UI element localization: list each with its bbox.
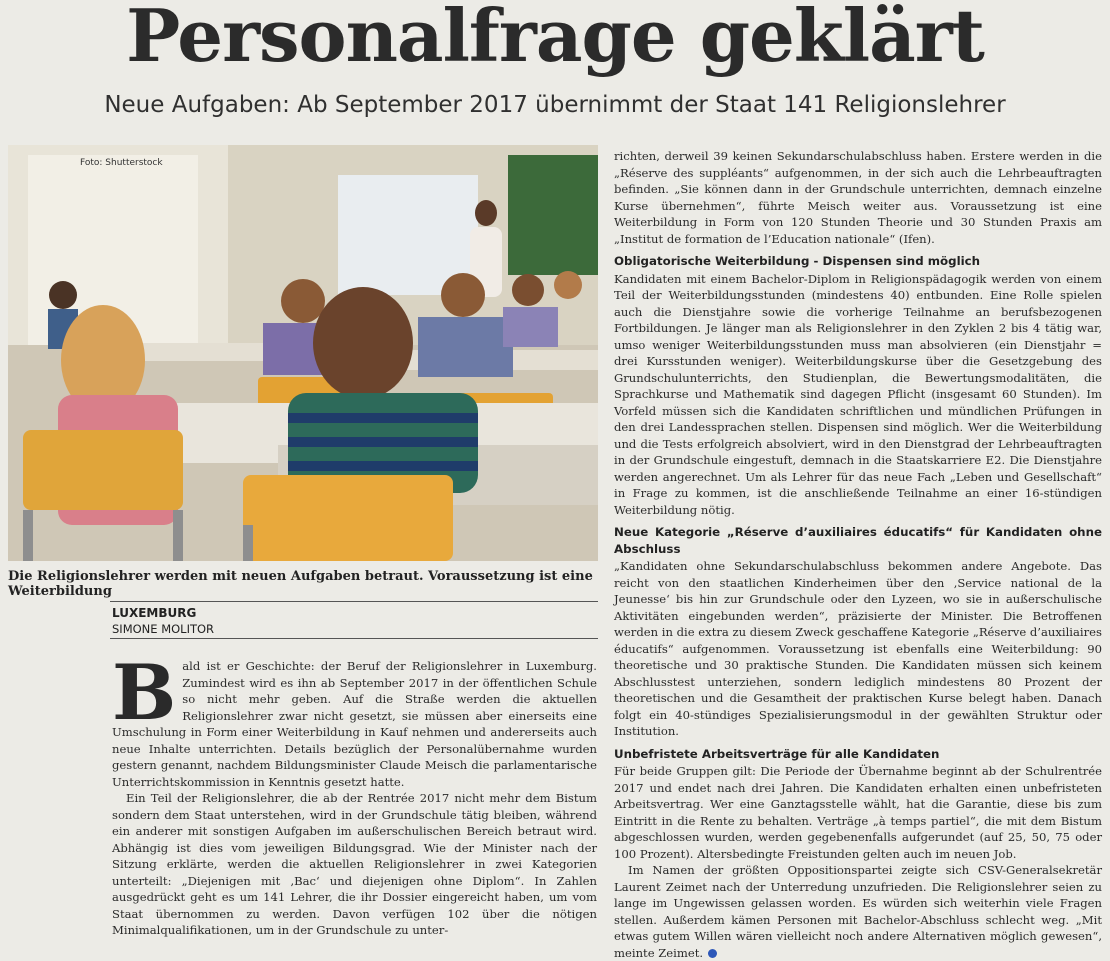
- classroom-photo: [8, 145, 598, 561]
- article-column-right: [614, 148, 1102, 961]
- headline: Personalfrage geklärt: [126, 0, 984, 78]
- lead-paragraph-text: ald ist er Geschichte: der Beruf der Religionslehrer in Luxemburg. Zumindest wird es ihn ab September 2017 in der öffentlichen Schule so nicht mehr geben. Auf die Straße werden die aktuellen Religionslehrer zwar nicht gesetzt, sie müssen aber einerseits eine Umschulung in Form einer Weiterbildung in Kauf nehmen und andererseits auch neue Inhalte unterrichten. Details bezüglich der Personalübernahme wurden gestern genannt, nachdem Bildungsminister Claude Meisch die parlamentarische Unterrichtskommission in Kenntnis gesetzt hatte.: [112, 659, 597, 789]
- end-marker-icon: [708, 949, 717, 958]
- closing-paragraph: [614, 862, 1102, 961]
- body-paragraph: „Kandidaten ohne Sekundarschulabschluss bekommen andere Angebote. Das reicht von den staatlichen Kinderheimen über den ‚Service national de la Jeunesse‘ bis hin zur Grundschule oder den Lyzeen, wo sie in außerschulische Aktivitäten eingebunden werden“, präzisierte der Minister. Die Betroffenen werden in die extra zu diesem Zweck geschaffene Kategorie „Réserve d’auxiliaires éducatifs“ aufgenommen. Voraussetzung ist ebenfalls eine Weiterbildung: 90 theoretische und 30 praktische Stunden. Die Kandidaten müssen sich keinem Abschlusstest unterziehen, sondern lediglich mindestens 80 Prozent der theoretischen und die Gesamtheit der praktischen Kurse belegt haben. Danach folgt ein 40-stündiges Spezialisierungsmodul in der gewählten Struktur oder Institution.: [614, 559, 1102, 738]
- subheading-weiterbildung: Obligatorische Weiterbildung - Dispensen sind möglich: [614, 254, 981, 268]
- photo-caption: Die Religionslehrer werden mit neuen Aufgaben betraut. Voraussetzung ist eine Weiterbildung: [8, 569, 593, 599]
- body-paragraph: Ein Teil der Religionslehrer, die ab der Rentrée 2017 nicht mehr dem Bistum sondern dem Staat unterstehen, wird in der Grundschule tätig bleiben, während ein anderer mit sonstigen Aufgaben im außerschulischen Bereich betraut wird. Abhängig ist dies vom jeweiligen Bildungsgrad. Wie der Minister nach der Sitzung erklärte, werden die aktuellen Religionslehrer in zwei Kategorien unterteilt: „Diejenigen mit ‚Bac‘ und diejenigen ohne Diplom“. In Zahlen ausgedrückt geht es um 141 Lehrer, die ihr Dossier eingereicht haben, um vom Staat übernommen zu werden. Davon verfügen 102 über die nötigen Minimalqualifikationen, um in der Grundschule zu unter-: [112, 791, 597, 937]
- byline-rule-top: [110, 601, 598, 602]
- body-paragraph: Kandidaten mit einem Bachelor-Diplom in Religionspädagogik werden von einem Teil der Weiterbildungsstunden (mindestens 40) entbunden. Eine Rolle spielen auch die Dienstjahre sowie die vorherige Teilnahme an berufsbezogenen Fortbildungen. Je länger man als Religionslehrer in den Zyklen 2 bis 4 tätig war, umso weniger Weiterbildungsstunden muss man absolvieren (ein Dienstjahr = drei Kursstunden weniger). Weiterbildungskurse über die Gesetzgebung des Grundschulunterrichts, den Studienplan, die Bewertungsmodalitäten, die Sprachkurse und Mathematik sind dagegen Pflicht (insgesamt 60 Stunden). Im Vorfeld müssen sich die Kandidaten schriftlichen und mündlichen Prüfungen in den drei Landessprachen stellen. Dispensen sind möglich. Wer die Weiterbildung und die Tests erfolgreich absolviert, wird in den Dienstgrad der Lehrbeauftragten in der Grundschule eingestuft, demnach in die Staatskarriere E2. Die Dienstjahre werden angerechnet. Um als Lehrer für das neue Fach „Leben und Gesellschaft“ in Frage zu kommen, ist die anschließende Teilnahme an einer 16-stündigen Weiterbildung nötig.: [614, 271, 1102, 517]
- subheadline: Neue Aufgaben: Ab September 2017 übernimmt der Staat 141 Religionslehrer: [104, 92, 1006, 118]
- body-paragraph-continued: richten, derweil 39 keinen Sekundarschulabschluss haben. Erstere werden in die „Réserve des suppléants“ aufgenommen, in der sich auch die Lehrbeauftragten befinden. „Sie können dann in der Grundschule unterrichten, demnach einzelne Kurse übernehmen“, führte Meisch weiter aus. Voraussetzung ist eine Weiterbildung in Form von 120 Stunden Theorie und 30 Stunden Praxis am „Institut de formation de l’Education nationale“ (Ifen).: [614, 149, 1102, 246]
- subheading-neue-kategorie: Neue Kategorie „Réserve d’auxiliaires éducatifs“ für Kandidaten ohne Abschluss: [614, 525, 1102, 556]
- author: SIMONE MOLITOR: [112, 622, 215, 636]
- byline-rule-bottom: [110, 638, 598, 639]
- dateline: LUXEMBURG: [112, 606, 197, 620]
- subheading-arbeitsvertraege: Unbefristete Arbeitsverträge für alle Kandidaten: [614, 746, 940, 761]
- photo-credit: Foto: Shutterstock: [80, 158, 163, 168]
- body-paragraph: Für beide Gruppen gilt: Die Periode der Übernahme beginnt ab der Schulrentrée 2017 und endet nach drei Jahren. Die Kandidaten erhalten einen unbefristeten Arbeitsvertrag. Wer eine Ganztagsstelle wählt, hat die Garantie, diese bis zum Eintritt in die Rente zu behalten. Verträge „à temps partiel“, die mit dem Bistum abgeschlossen wurden, werden gegebenenfalls aufgerundet (auf 25, 50, 75 oder 100 Prozent). Altersbedingte Freistunden gelten auch im neuen Job.: [614, 764, 1102, 861]
- closing-paragraph-text: Im Namen der größten Oppositionspartei zeigte sich CSV-Generalsekretär Laurent Zeimet nach der Unterredung unzufrieden. Die Religionslehrer seien zu lange im Ungewissen gelassen worden. Es würden sich weiterhin viele Fragen stellen. Außerdem kämen Personen mit Bachelor-Abschluss schlecht weg. „Mit etwas gutem Willen wären vielleicht noch andere Alternativen möglich gewesen“, meinte Zeimet.: [614, 863, 1102, 960]
- lead-paragraph: [112, 648, 597, 790]
- drop-cap: B: [112, 648, 177, 737]
- article-column-left: [112, 648, 597, 939]
